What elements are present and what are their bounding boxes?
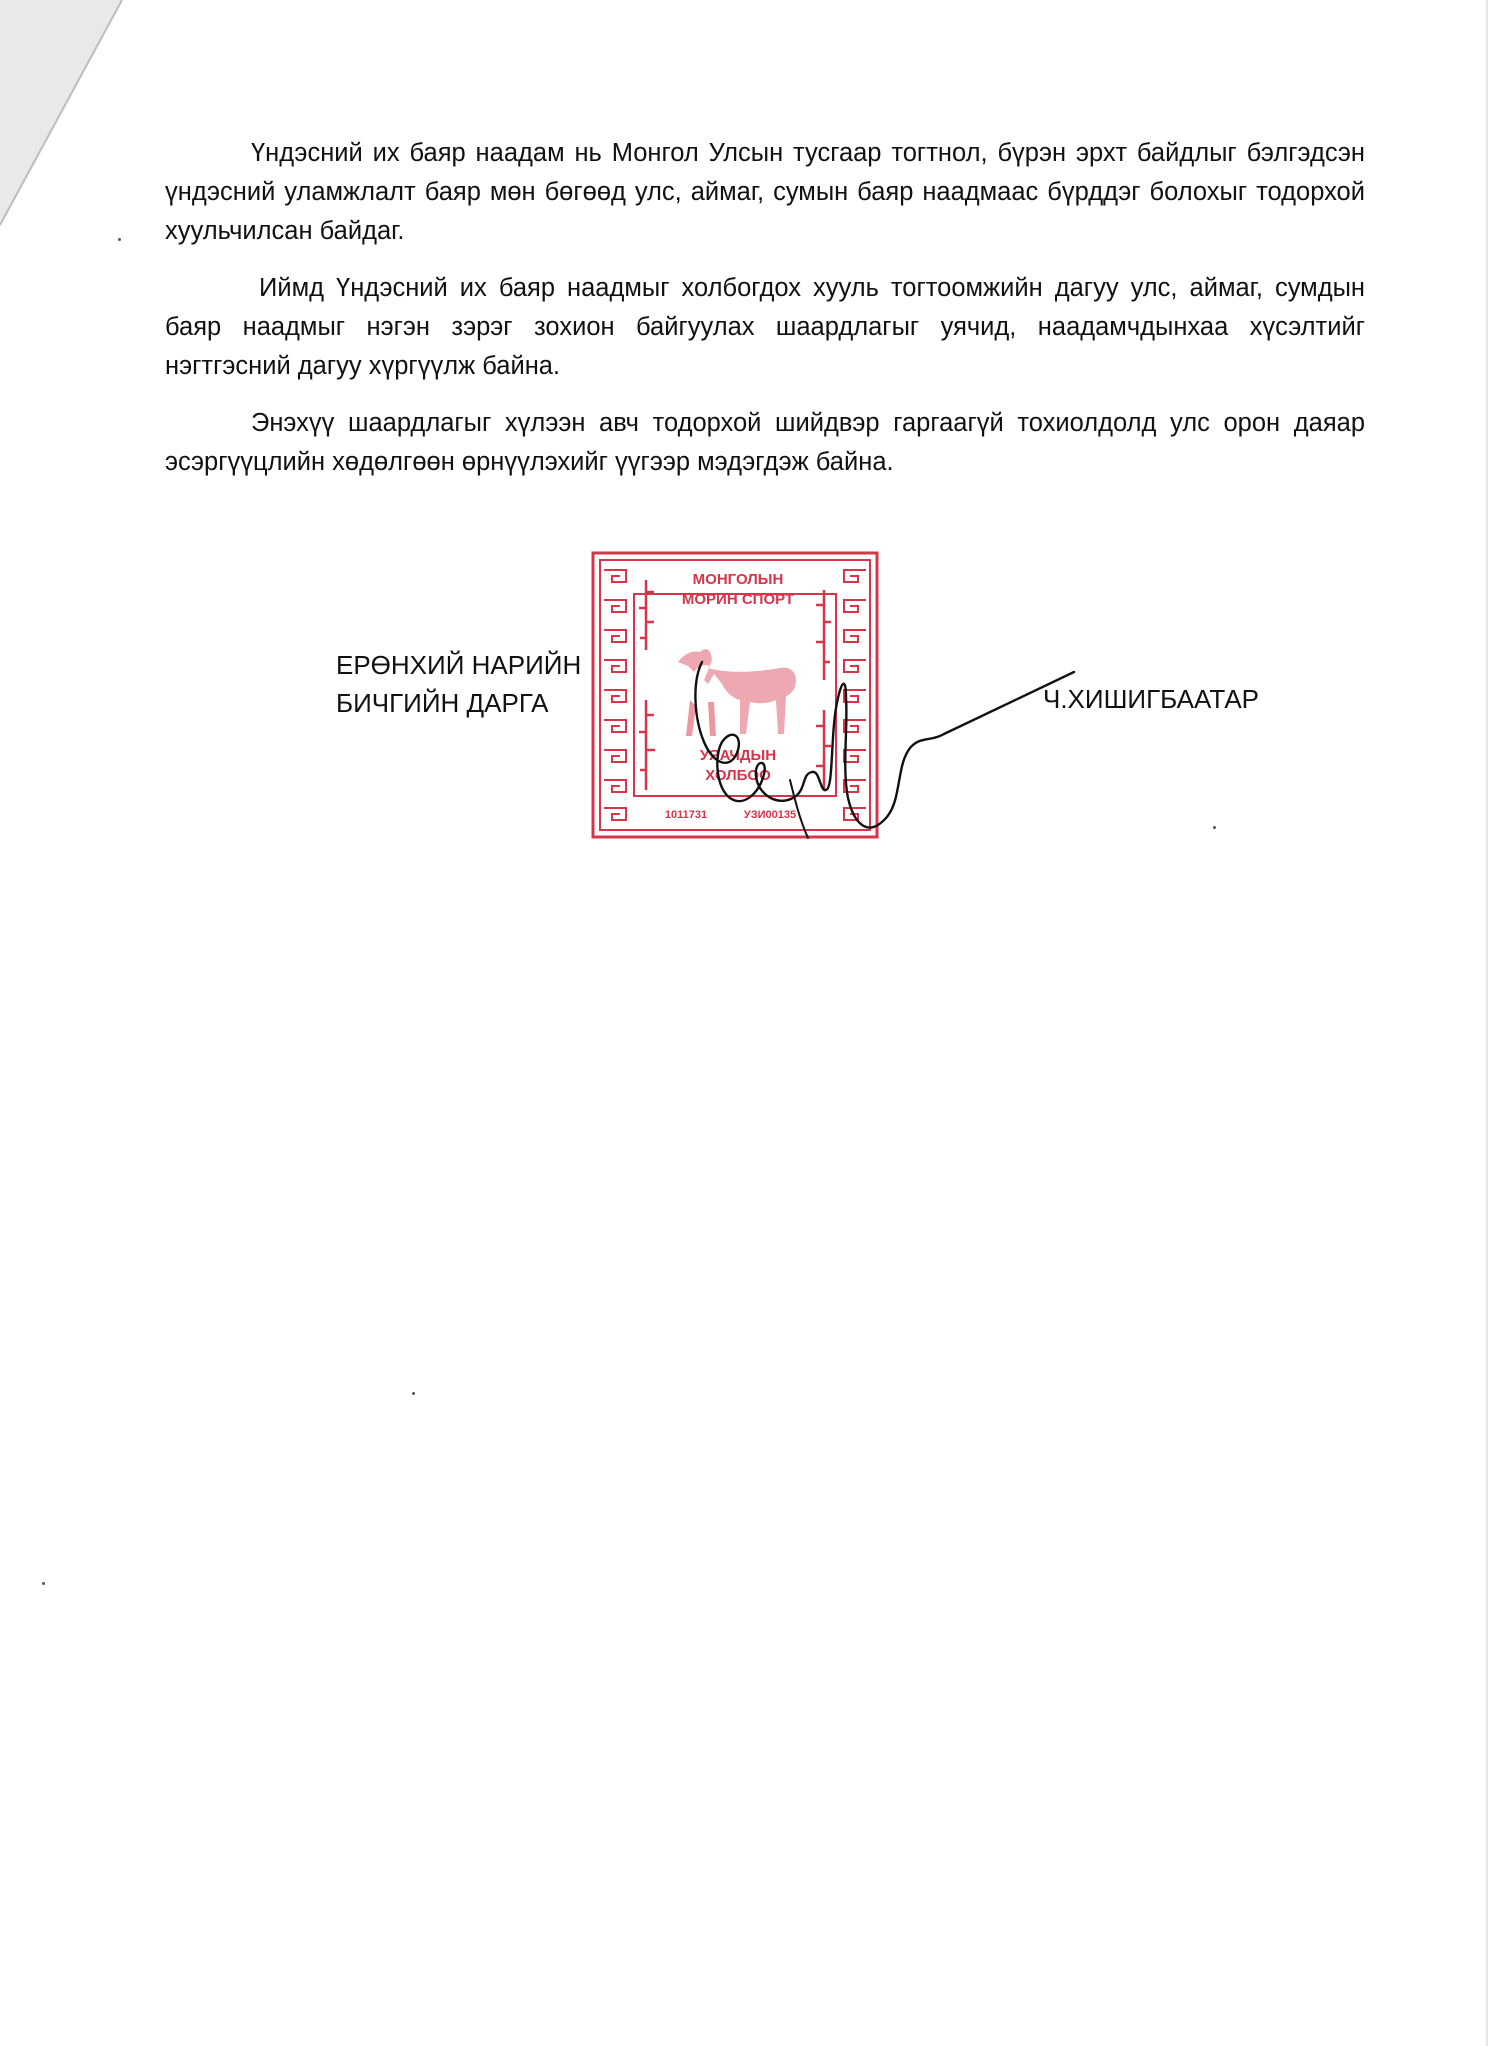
stamp-reg-number: 1011731 bbox=[664, 809, 708, 821]
scan-speck bbox=[412, 1392, 415, 1395]
paragraph-1: Үндэсний их баяр наадам нь Монгол Улсын тусгаар тогтнол, бүрэн эрхт байдлыг бэлгэдсэн үндэсний уламжлалт баяр мөн бөгөөд улс, аймаг, сумын баяр наадмаас бүрддэг болохыг тодорхой хуульчилсан байдаг. bbox=[165, 139, 1365, 245]
stamp-line-4: ХОЛБОО bbox=[705, 767, 771, 784]
signature-block bbox=[0, 0, 1488, 900]
stamp-line-3: УЯАЧДЫН bbox=[699, 747, 777, 764]
paragraph-3: Энэхүү шаардлагыг хүлээн авч тодорхой шийдвэр гаргаагүй тохиолдолд улс орон даяар эсэргүүцлийн хөдөлгөөн өрнүүлэхийг үүгээр мэдэгдэж байна. bbox=[165, 409, 1365, 476]
signatory-title bbox=[336, 646, 581, 722]
stamp-code: УЗИ00135 bbox=[743, 809, 797, 821]
scan-speck bbox=[42, 1582, 45, 1585]
signatory-title-line-2: БИЧГИЙН ДАРГА bbox=[336, 688, 549, 718]
paragraph-2: Иймд Үндэсний их баяр наадмыг холбогдох хууль тогтоомжийн дагуу улс, аймаг, сумдын баяр наадмыг нэгэн зэрэг зохион байгуулах шаардлагыг уячид, наадамчдынхаа хүсэлтийг нэгтгэсний дагуу хүргүүлж байна. bbox=[165, 274, 1365, 380]
scan-speck bbox=[1213, 826, 1216, 829]
signatory-title-line-1: ЕРӨНХИЙ НАРИЙН bbox=[336, 650, 582, 680]
signatory-name: Ч.ХИШИГБААТАР bbox=[1043, 684, 1260, 714]
handwritten-signature bbox=[640, 580, 1080, 860]
stamp-line-2: МОРИН СПОРТ bbox=[681, 591, 795, 608]
stamp-line-1: МОНГОЛЫН bbox=[692, 571, 784, 588]
scan-speck bbox=[118, 238, 121, 241]
